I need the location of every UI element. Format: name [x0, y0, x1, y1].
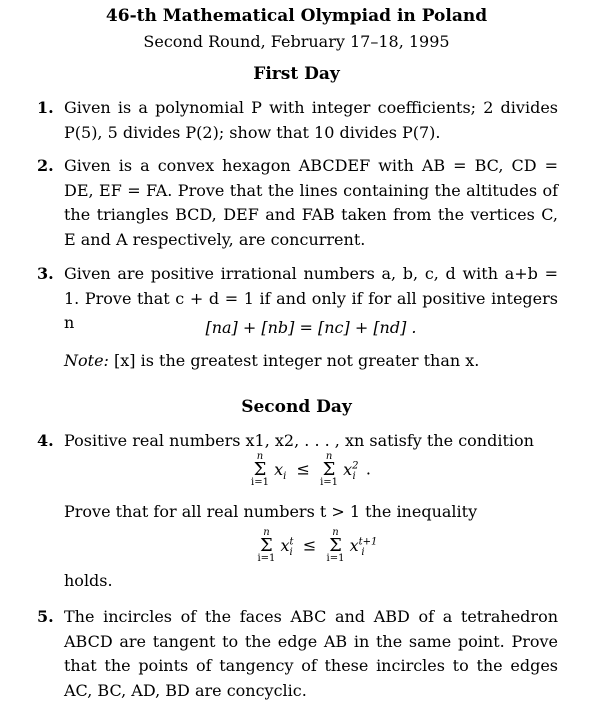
- problem-2: [37, 154, 558, 252]
- problem-number: 2.: [37, 156, 54, 175]
- problem-number: 1.: [37, 98, 54, 117]
- problem-1: [37, 96, 558, 145]
- problem-text: Positive real numbers x1, x2, . . . , xn satisfy the condition: [64, 431, 534, 450]
- document-subtitle: Second Round, February 17–18, 1995: [143, 32, 450, 51]
- note-text: [x] is the greatest integer not greater than x.: [114, 351, 480, 370]
- problem-4-display-2: n Σ i=1 $x^t_i$ ≤ n Σ i=1 $x^{t+1}_i$: [257, 527, 378, 564]
- note-label: Note:: [64, 351, 109, 370]
- problem-number: 3.: [37, 264, 54, 283]
- problem-text: The incircles of the faces ABC and ABD of a tetrahedron ABCD are tangent to the edge AB in the same point. Prove that the points of tangency of these incircles to the edges AC, BC, AD, BD are concyclic.: [64, 607, 558, 700]
- summation-sign: n Σ i=1: [257, 527, 276, 564]
- problem-text: Given is a convex hexagon ABCDEF with AB = BC, CD = DE, EF = FA. Prove that the lines containing the altitudes of the triangles BCD, DEF and FAB taken from the vertices C, E and A respectively, are concurrent.: [64, 156, 558, 249]
- problem-text: Given is a polynomial P with integer coefficients; 2 divides P(5), 5 divides P(2); show that 10 divides P(7).: [64, 98, 558, 142]
- problem-text: Given are positive irrational numbers a, b, c, d with a+b = 1. Prove that c + d = 1 if and only if for all positive integers n: [64, 264, 558, 332]
- problem-3-display-equation: [na] + [nb] = [nc] + [nd] .: [205, 318, 417, 337]
- problem-4-text-3: holds.: [64, 571, 113, 590]
- problem-4-text-2: Prove that for all real numbers t > 1 the inequality: [64, 502, 478, 521]
- summation-sign: n Σ i=1: [251, 451, 269, 488]
- first-day-heading: First Day: [253, 64, 340, 84]
- summation-sign: n Σ i=1: [326, 527, 345, 564]
- problem-3-note: [64, 351, 558, 370]
- second-day-heading: Second Day: [241, 397, 352, 417]
- document-title: 46-th Mathematical Olympiad in Poland: [105, 6, 488, 26]
- problem-5: [37, 605, 558, 703]
- problem-4-display-1: n Σ i=1 $x_i$ ≤ n Σ i=1 $x^2_i$ .: [251, 451, 371, 488]
- problem-4: [37, 429, 558, 454]
- problem-number: 4.: [37, 431, 54, 450]
- summation-sign: n Σ i=1: [320, 451, 339, 488]
- problem-number: 5.: [37, 607, 54, 626]
